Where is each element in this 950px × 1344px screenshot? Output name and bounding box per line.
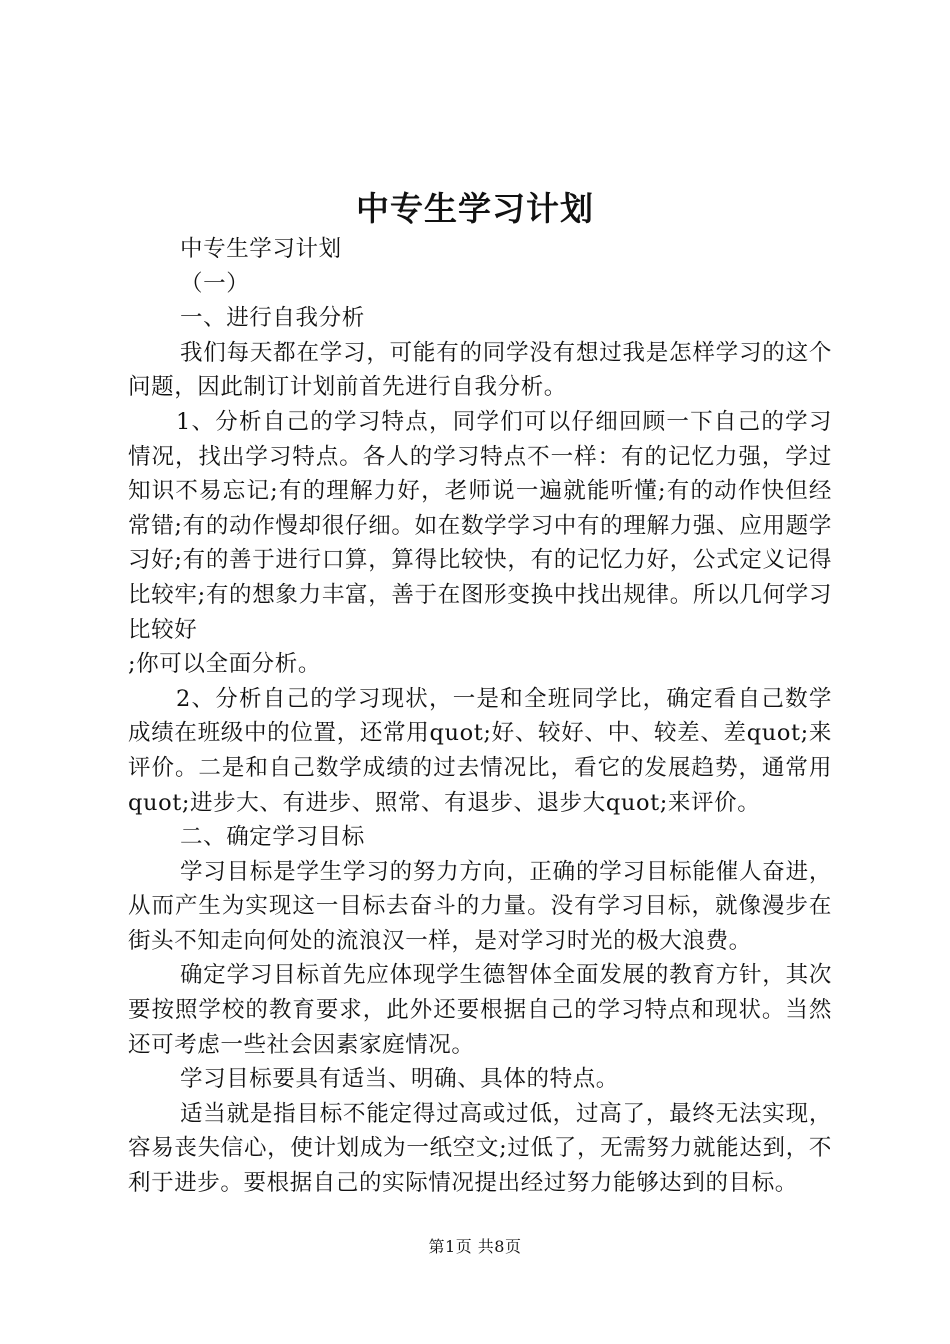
paragraph: 确定学习目标首先应体现学生德智体全面发展的教育方针，其次要按照学校的教育要求，此外还要根据自己的学习特点和现状。当然还可考虑一些社会因素家庭情况。 [128, 962, 832, 1058]
page-footer: 第1页 共8页 [428, 1237, 522, 1256]
document-title: 中专生学习计划 [356, 189, 594, 228]
paragraph-section-number: （一） [180, 270, 250, 297]
paragraph: 学习目标是学生学习的努力方向，正确的学习目标能催人奋进，从而产生为实现这一目标去奋斗的力量。没有学习目标，就像漫步在街头不知走向何处的流浪汉一样，是对学习时光的极大浪费。 [128, 858, 832, 954]
paragraph: 2、分析自己的学习现状，一是和全班同学比，确定看自己数学成绩在班级中的位置，还常用quot;好、较好、中、较差、差quot;来评价。二是和自己数学成绩的过去情况比，看它的发展趋势，通常用quot;进步大、有进步、照常、有退步、退步大quot;来评价。 [128, 685, 832, 816]
paragraph-subtitle: 中专生学习计划 [180, 236, 342, 262]
document-body [128, 232, 832, 1201]
heading-learning-goals: 二、确定学习目标 [180, 824, 365, 851]
paragraph: ;你可以全面分析。 [128, 651, 321, 678]
paragraph: 1、分析自己的学习特点，同学们可以仔细回顾一下自己的学习情况，找出学习特点。各人的学习特点不一样：有的记忆力强，学过知识不易忘记;有的理解力好，老师说一遍就能听懂;有的动作快但经常错;有的动作慢却很仔细。如在数学学习中有的理解力强、应用题学习好;有的善于进行口算，算得比较快，有的记忆力好，公式定义记得比较牢;有的想象力丰富，善于在图形变换中找出规律。所以几何学习比较好 [128, 408, 832, 643]
paragraph: 我们每天都在学习，可能有的同学没有想过我是怎样学习的这个问题，因此制订计划前首先进行自我分析。 [128, 339, 832, 401]
heading-self-analysis: 一、进行自我分析 [180, 305, 365, 332]
paragraph: 适当就是指目标不能定得过高或过低，过高了，最终无法实现，容易丧失信心，使计划成为一纸空文;过低了，无需努力就能达到，不利于进步。要根据自己的实际情况提出经过努力能够达到的目标。 [128, 1100, 832, 1197]
paragraph: 学习目标要具有适当、明确、具体的特点。 [180, 1066, 619, 1093]
